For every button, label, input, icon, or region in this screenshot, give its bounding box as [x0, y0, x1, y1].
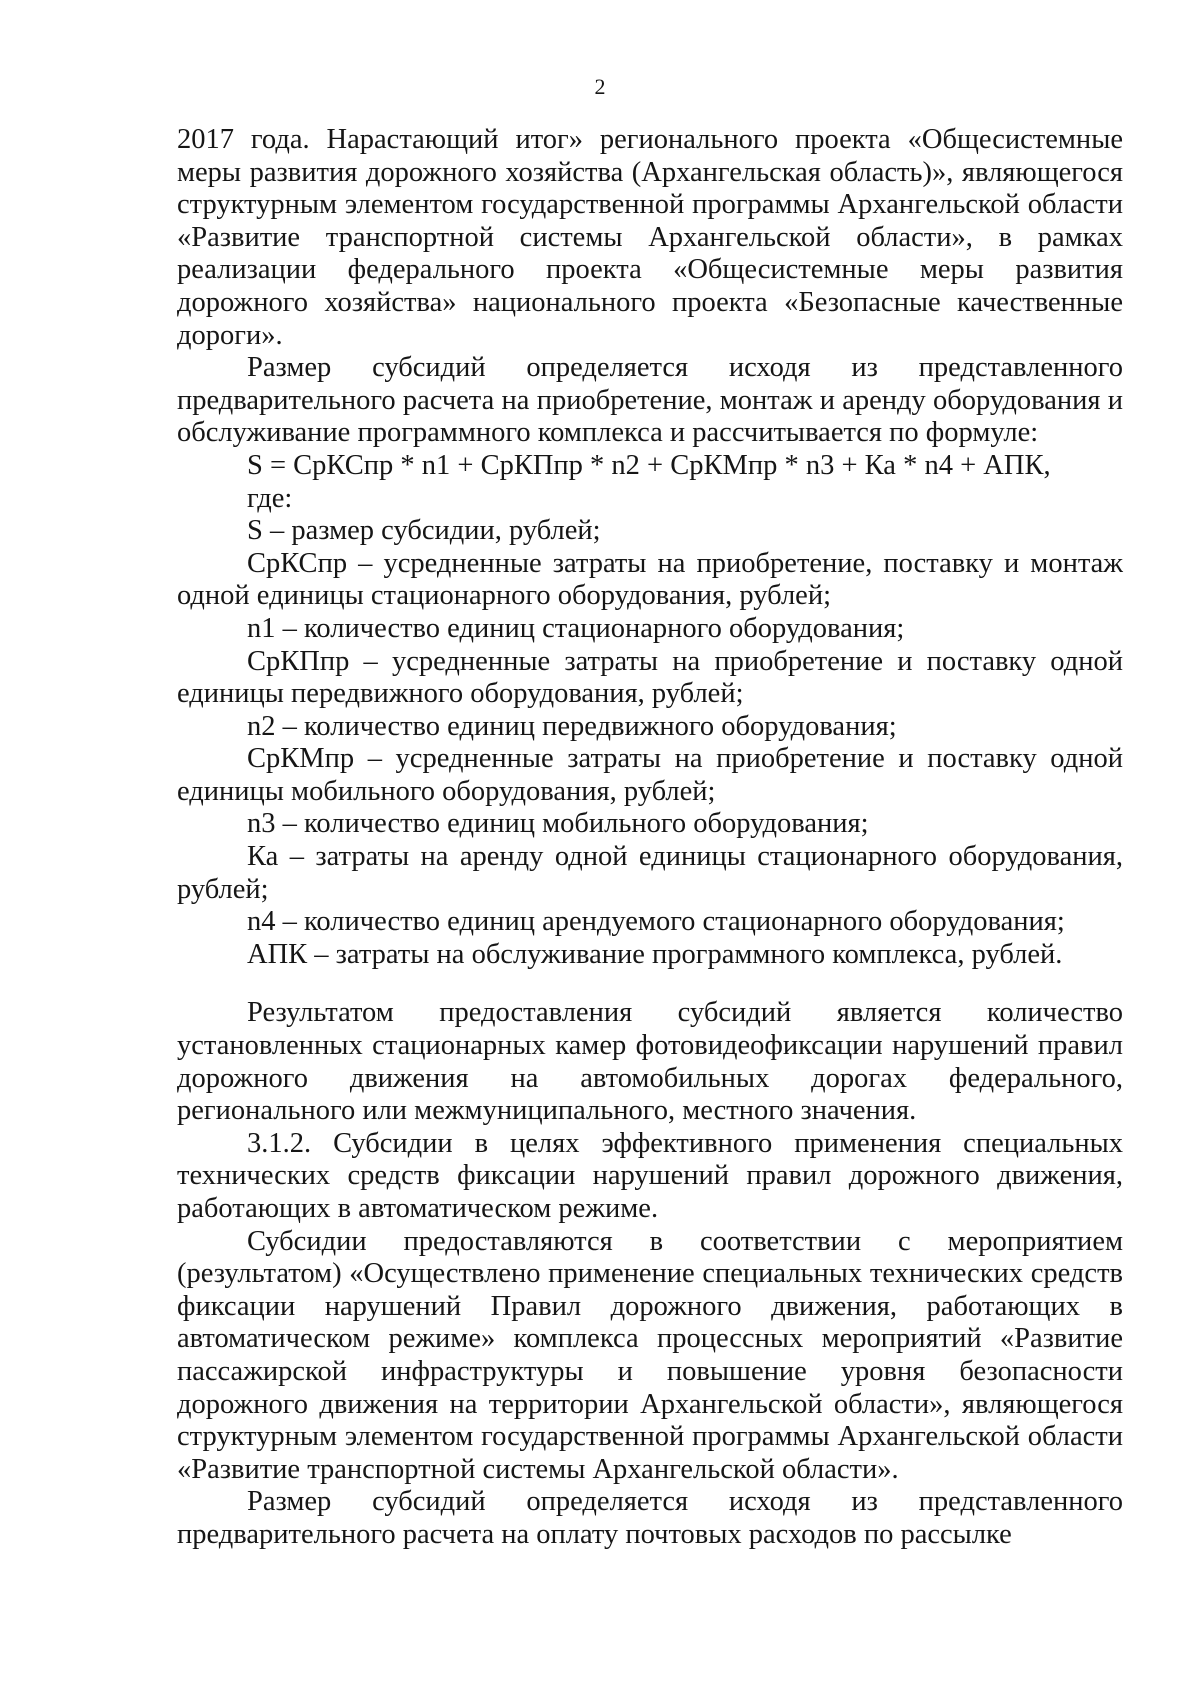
definition-n1: n1 – количество единиц стационарного оборудования; [247, 612, 905, 644]
paragraph-project-continuation: 2017 года. Нарастающий итог» регионального проекта «Общесистемные меры развития дорожного хозяйства (Архангельская область)», являющегося структурным элементом государственной программы Архангельской области «Развитие транспортной системы Архангельской области», в рамках реализации федерального проекта «Общесистемные меры развития дорожного хозяйства» национального проекта «Безопасные качественные дороги». [177, 124, 1123, 351]
paragraph-subsidy-size: Размер субсидий определяется исходя из представленного предварительного расчета на приобретение, монтаж и аренду оборудования и обслуживание программного комплекса и рассчитывается по формуле: [177, 352, 1123, 449]
definition-n2: n2 – количество единиц передвижного оборудования; [247, 710, 897, 742]
definition-n4: n4 – количество единиц арендуемого стационарного оборудования; [247, 906, 1065, 938]
definition-srkpp: СрКПпр – усредненные затраты на приобретение и поставку одной единицы передвижного оборудования, рублей; [177, 645, 1123, 710]
definition-s: S – размер субсидии, рублей; [247, 515, 601, 547]
formula: S = СрКСпр * n1 + СрКПпр * n2 + СрКМпр * n3 + Ка * n4 + АПК, [247, 449, 1051, 481]
definition-srksp: СрКСпр – усредненные затраты на приобретение, поставку и монтаж одной единицы стационарного оборудования, рублей; [177, 547, 1123, 612]
definition-n3: n3 – количество единиц мобильного оборудования; [247, 808, 869, 840]
paragraph-result: Результатом предоставления субсидий является количество установленных стационарных камер фотовидеофиксации нарушений правил дорожного движения на автомобильных дорогах федерального, регионального или межмуниципального, местного значения. [177, 997, 1123, 1127]
paragraph-subsidies-provided: Субсидии предоставляются в соответствии с мероприятием (результатом) «Осуществлено применение специальных технических средств фиксации нарушений Правил дорожного движения, работающих в автоматическом режиме» комплекса процессных мероприятий «Развитие пассажирской инфраструктуры и повышение уровня безопасности дорожного движения на территории Архангельской области», являющегося структурным элементом государственной программы Архангельской области «Развитие транспортной системы Архангельской области». [177, 1225, 1123, 1485]
page-number: 2 [594, 74, 606, 99]
definition-apk: АПК – затраты на обслуживание программного комплекса, рублей. [247, 938, 1063, 970]
paragraph-subsidy-size-postal: Размер субсидий определяется исходя из представленного предварительного расчета на оплату почтовых расходов по рассылке [177, 1486, 1123, 1550]
document-body [177, 124, 1123, 1552]
definition-srkmp: СрКМпр – усредненные затраты на приобретение и поставку одной единицы мобильного оборудования, рублей; [177, 743, 1123, 807]
paragraph-section-3-1-2: 3.1.2. Субсидии в целях эффективного применения специальных технических средств фиксации нарушений правил дорожного движения, работающих в автоматическом режиме. [177, 1127, 1123, 1224]
definition-ka: Ка – затраты на аренду одной единицы стационарного оборудования, рублей; [177, 841, 1123, 905]
formula-where: где: [247, 482, 293, 514]
